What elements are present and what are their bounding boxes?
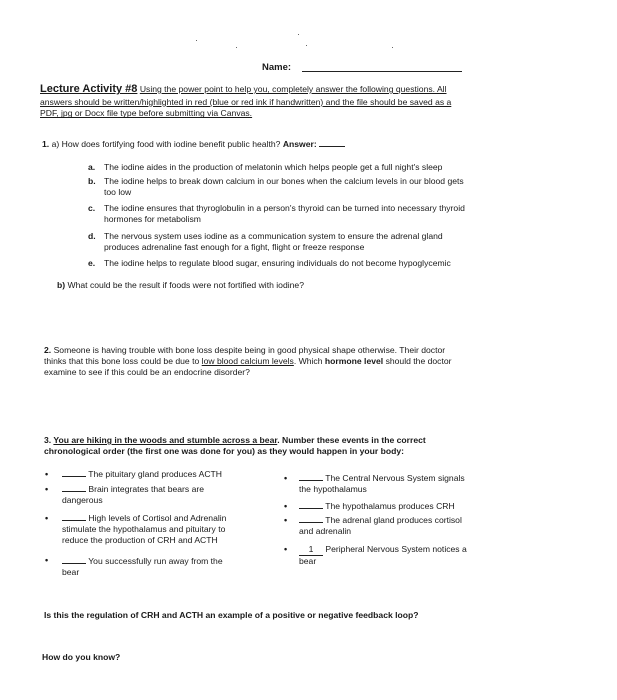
option-letter: c. — [88, 203, 96, 213]
question-2-text-1: Someone is having trouble with bone loss despite being in good physical shape otherwise. Their doctor thinks that this bone loss could be due to — [44, 345, 446, 367]
option-text: The iodine helps to regulate blood sugar, ensuring individuals do not become hypoglycemic — [104, 258, 451, 268]
scan-speck — [236, 47, 237, 48]
option-text: The iodine helps to break down calcium in our bones when the calcium levels in our blood gets too low — [104, 176, 464, 198]
question-2-underlined: low blood calcium levels — [201, 356, 294, 367]
event-right-1 — [299, 473, 474, 495]
question-3-underlined: You are hiking in the woods and stumble across a bear — [53, 435, 278, 445]
option-a — [88, 162, 468, 173]
event-text: The hypothalamus produces CRH — [325, 501, 455, 511]
event-number-blank[interactable] — [62, 563, 86, 564]
event-number-blank[interactable] — [62, 476, 86, 477]
bullet: • — [284, 515, 288, 525]
event-right-3 — [299, 515, 474, 537]
question-3-number: 3. — [44, 435, 52, 445]
option-letter: d. — [88, 231, 96, 241]
activity-title — [40, 82, 470, 120]
bullet: • — [284, 473, 288, 483]
option-letter: b. — [88, 176, 96, 186]
event-left-4 — [62, 556, 242, 578]
answer-label: Answer: — [282, 139, 317, 149]
option-text: The iodine ensures that thyroglobulin in a person's thyroid can be turned into necessary thyroid hormones for metabolism — [104, 203, 465, 225]
scan-speck — [306, 45, 307, 46]
question-3 — [44, 435, 474, 457]
scan-speck — [196, 40, 197, 41]
event-number-blank[interactable] — [62, 520, 86, 521]
question-1a-prefix: a) — [51, 139, 60, 149]
option-text: The nervous system uses iodine as a communication system to ensure the adrenal gland produces adrenaline fast enough for a fight, flight or freeze response — [104, 231, 443, 253]
bullet: • — [284, 501, 288, 511]
event-number-blank[interactable] — [299, 522, 323, 523]
scan-speck — [392, 47, 393, 48]
bullet: • — [45, 513, 49, 523]
question-2 — [44, 345, 464, 379]
activity-heading: Lecture Activity #8 — [40, 83, 138, 95]
event-text: The Central Nervous System signals the hypothalamus — [299, 473, 465, 495]
question-1b-text: What could be the result if foods were not fortified with iodine? — [67, 280, 304, 290]
question-1-number: 1. — [42, 139, 50, 149]
event-text: The adrenal gland produces cortisol and adrenalin — [299, 515, 462, 537]
option-text: The iodine aides in the production of melatonin which helps people get a full night's sleep — [104, 162, 443, 172]
option-c — [88, 203, 468, 225]
bullet: • — [284, 544, 288, 554]
question-2-number: 2. — [44, 345, 52, 355]
event-number-blank[interactable] — [299, 508, 323, 509]
question-how-do-you-know: How do you know? — [42, 652, 121, 662]
event-text: The pituitary gland produces ACTH — [88, 469, 222, 479]
option-e — [88, 258, 468, 269]
question-1b-prefix: b) — [57, 280, 66, 290]
event-text: High levels of Cortisol and Adrenalin stimulate the hypothalamus and pituitary to reduce the production of CRH and ACTH — [62, 513, 227, 546]
question-1a — [42, 139, 482, 150]
question-2-text-3: should the doctor examine to see if this could be an endocrine disorder? — [44, 356, 452, 378]
bullet: • — [45, 555, 49, 565]
event-left-3 — [62, 513, 240, 547]
question-2-bold: hormone level — [324, 356, 384, 367]
event-text: You successfully run away from the bear — [62, 556, 223, 578]
event-right-2 — [299, 501, 489, 512]
event-right-4 — [299, 544, 479, 567]
question-2-text-2: . Which — [293, 356, 323, 367]
bullet: • — [45, 484, 49, 494]
option-d — [88, 231, 468, 253]
name-label: Name: — [262, 62, 292, 73]
event-number-prefilled: 1 — [299, 544, 323, 556]
question-1a-text: How does fortifying food with iodine benefit public health? — [61, 139, 281, 149]
bullet: • — [45, 469, 49, 479]
event-text: Peripheral Nervous System notices a bear — [299, 544, 467, 567]
question-1b — [57, 280, 457, 291]
question-3-text: . Number these events in the correct chronological order (the first one was done for you) as they would happen in your body: — [44, 435, 426, 457]
activity-instructions: Using the power point to help you, completely answer the following questions. All answers should be written/highlighted in red (blue or red ink if handwritten) and the file should be saved as a PDF, jpg or Docx file type before submitting via Canvas. — [40, 84, 452, 119]
event-left-2 — [62, 484, 227, 506]
option-letter: e. — [88, 258, 96, 268]
scan-speck — [298, 34, 299, 35]
question-feedback-loop: Is this the regulation of CRH and ACTH an example of a positive or negative feedback loop? — [44, 610, 419, 620]
event-left-1 — [62, 469, 242, 480]
event-number-blank[interactable] — [299, 480, 323, 481]
option-letter: a. — [88, 162, 96, 172]
event-number-blank[interactable] — [62, 491, 86, 492]
answer-blank[interactable] — [319, 146, 345, 147]
event-text: Brain integrates that bears are dangerous — [62, 484, 204, 506]
name-field-line[interactable] — [302, 71, 462, 72]
option-b — [88, 176, 468, 198]
